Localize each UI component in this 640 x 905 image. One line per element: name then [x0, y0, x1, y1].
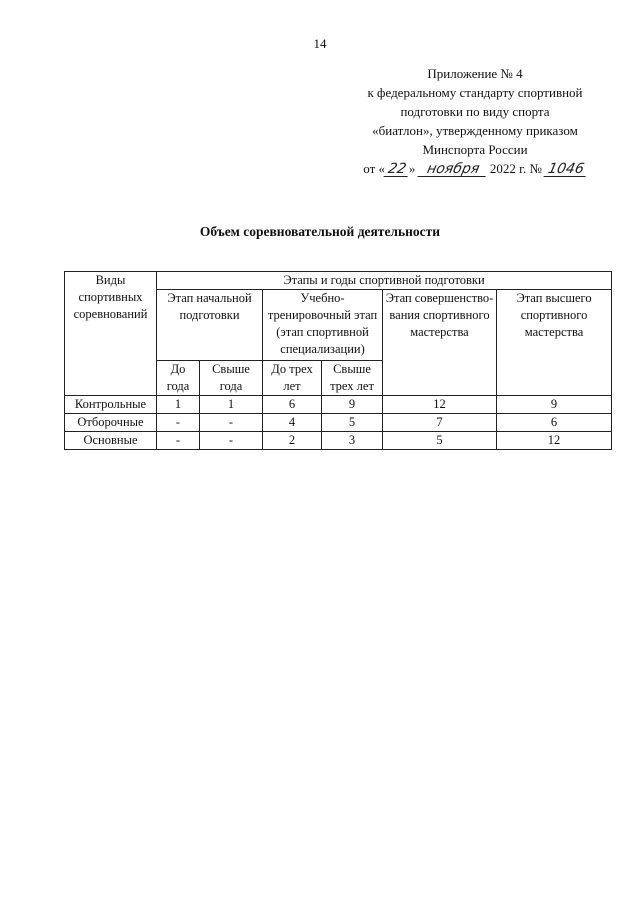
appendix-line-4: «биатлон», утвержденному приказом	[372, 123, 578, 138]
date-year: 2022 г. №	[489, 161, 542, 176]
table-cell: -	[157, 414, 200, 432]
handwritten-day: 22	[384, 163, 411, 177]
table-cell: 9	[497, 396, 612, 414]
header-sub-over-year: Свыше года	[200, 361, 263, 396]
table-cell: -	[200, 414, 263, 432]
appendix-line-5: Минспорта России	[422, 142, 528, 157]
row-label: Основные	[65, 432, 157, 450]
document-title: Объем соревновательной деятельности	[199, 224, 441, 239]
header-sub-over-three: Свыше трех лет	[322, 361, 383, 396]
appendix-header	[340, 64, 610, 178]
table-cell: -	[157, 432, 200, 450]
handwritten-month: ноября	[417, 163, 488, 177]
table-row	[65, 396, 612, 414]
date-prefix: от «	[363, 161, 385, 176]
page-number: 14	[313, 36, 327, 51]
header-stages-group: Этапы и годы спортивной подготовки	[157, 272, 612, 290]
table-cell: 6	[497, 414, 612, 432]
header-sub-up-to-year: До года	[157, 361, 200, 396]
appendix-date-line	[340, 159, 610, 178]
handwritten-order-number: 1046	[544, 163, 589, 177]
table-cell: 1	[157, 396, 200, 414]
table-cell: 5	[322, 414, 383, 432]
appendix-line-1: Приложение № 4	[427, 66, 523, 81]
table-cell: 1	[200, 396, 263, 414]
table-row	[65, 414, 612, 432]
table-cell: 3	[322, 432, 383, 450]
header-stage-higher: Этап высшего спортивного мастерства	[497, 290, 612, 396]
appendix-line-2: к федеральному стандарту спортивной	[367, 85, 583, 100]
table-header-row-1	[65, 272, 612, 290]
appendix-line-3: подготовки по виду спорта	[400, 104, 550, 119]
header-stage-initial: Этап начальной подготовки	[157, 290, 263, 361]
table-cell: 12	[383, 396, 497, 414]
header-stage-training: Учебно-тренировочный этап (этап спортивной специализации)	[263, 290, 383, 361]
table-cell: 12	[497, 432, 612, 450]
table-cell: 4	[263, 414, 322, 432]
header-sub-up-to-three: До трех лет	[263, 361, 322, 396]
table-cell: 2	[263, 432, 322, 450]
table-cell: 9	[322, 396, 383, 414]
date-mid: »	[408, 161, 416, 176]
table-cell: -	[200, 432, 263, 450]
row-label: Отборочные	[65, 414, 157, 432]
header-competition-kinds: Виды спортивных соревнований	[65, 272, 157, 396]
table-cell: 5	[383, 432, 497, 450]
row-label: Контрольные	[65, 396, 157, 414]
table-row	[65, 432, 612, 450]
table-cell: 6	[263, 396, 322, 414]
competition-volume-table	[64, 271, 612, 450]
header-stage-improvement: Этап совершенство-вания спортивного мастерства	[383, 290, 497, 396]
table-cell: 7	[383, 414, 497, 432]
